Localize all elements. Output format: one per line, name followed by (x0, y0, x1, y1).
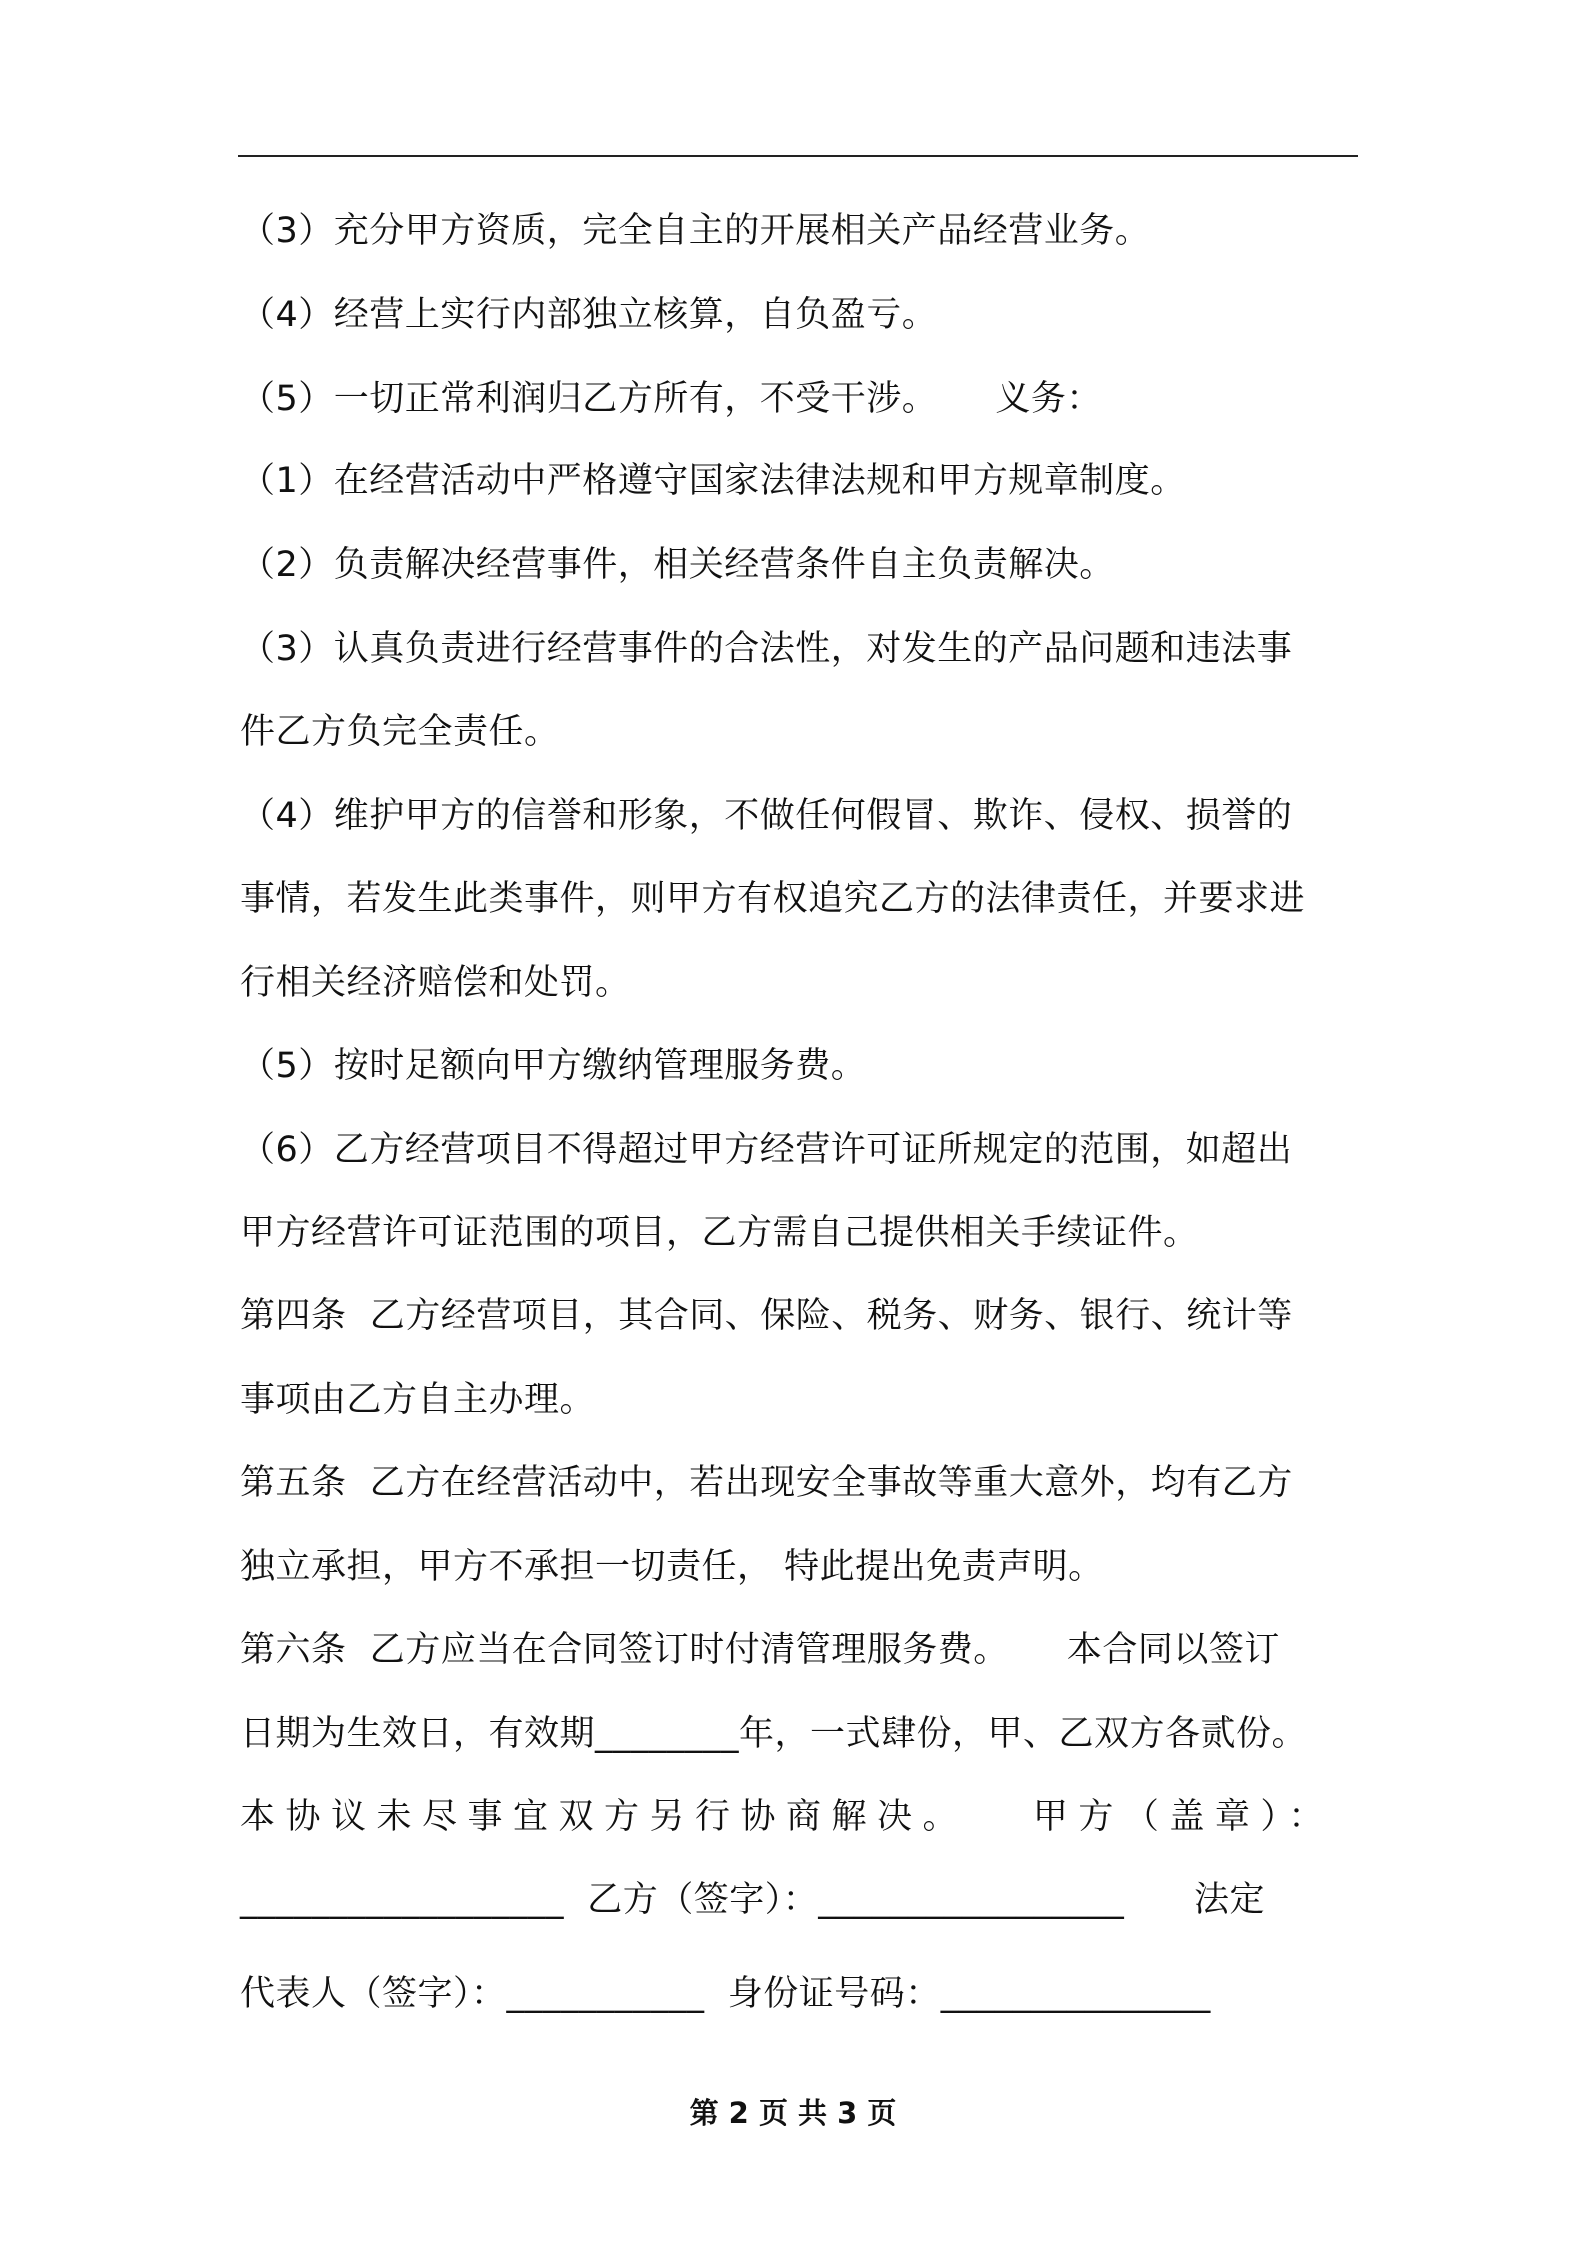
text-line: 事项由乙方自主办理。 (240, 1380, 596, 1420)
text-line: 第六条 乙方应当在合同签订时付清管理服务费。 本合同以签订 (240, 1630, 1280, 1670)
text-line: （6）乙方经营项目不得超过甲方经营许可证所规定的范围，如超出 (240, 1130, 1293, 1170)
text-line: 甲方经营许可证范围的项目，乙方需自己提供相关手续证件。 (240, 1213, 1199, 1253)
text-line: （4）维护甲方的信誉和形象，不做任何假冒、欺诈、侵权、损誉的 (240, 796, 1293, 836)
text-line: （1）在经营活动中严格遵守国家法律法规和甲方规章制度。 (240, 461, 1186, 501)
text-line: 第五条 乙方在经营活动中，若出现安全事故等重大意外，均有乙方 (240, 1463, 1293, 1503)
text-line: （3）认真负责进行经营事件的合法性，对发生的产品问题和违法事 (240, 629, 1293, 669)
text-line: 事情，若发生此类事件，则甲方有权追究乙方的法律责任，并要求进 (240, 879, 1306, 919)
text-line: 本协议未尽事宜双方另行协商解决。 甲方（盖章）： (240, 1797, 1334, 1837)
text-line: （2）负责解决经营事件，相关经营条件自主负责解决。 (240, 545, 1115, 585)
text-line: 独立承担，甲方不承担一切责任， 特此提出免责声明。 (240, 1547, 1104, 1587)
text-line: 日期为生效日，有效期________年，一式肆份，甲、乙双方各贰份。 (240, 1714, 1308, 1754)
header-divider (238, 155, 1358, 157)
text-line: （3）充分甲方资质，完全自主的开展相关产品经营业务。 (240, 211, 1151, 251)
text-line: （5）按时足额向甲方缴纳管理服务费。 (240, 1046, 867, 1086)
page-number: 第 2 页 共 3 页 (689, 2096, 897, 2130)
signature-line: __________________ 乙方（签字）：_________________ 法定 (240, 1880, 1266, 1920)
text-line: 件乙方负完全责任。 (240, 712, 560, 752)
signature-line: 代表人（签字）：___________ 身份证号码：_______________ (240, 1974, 1211, 2014)
text-line: （5）一切正常利润归乙方所有，不受干涉。 义务： (240, 379, 1102, 419)
text-line: 第四条 乙方经营项目，其合同、保险、税务、财务、银行、统计等 (240, 1296, 1293, 1336)
text-line: （4）经营上实行内部独立核算，自负盈亏。 (240, 295, 938, 335)
text-line: 行相关经济赔偿和处罚。 (240, 963, 631, 1003)
